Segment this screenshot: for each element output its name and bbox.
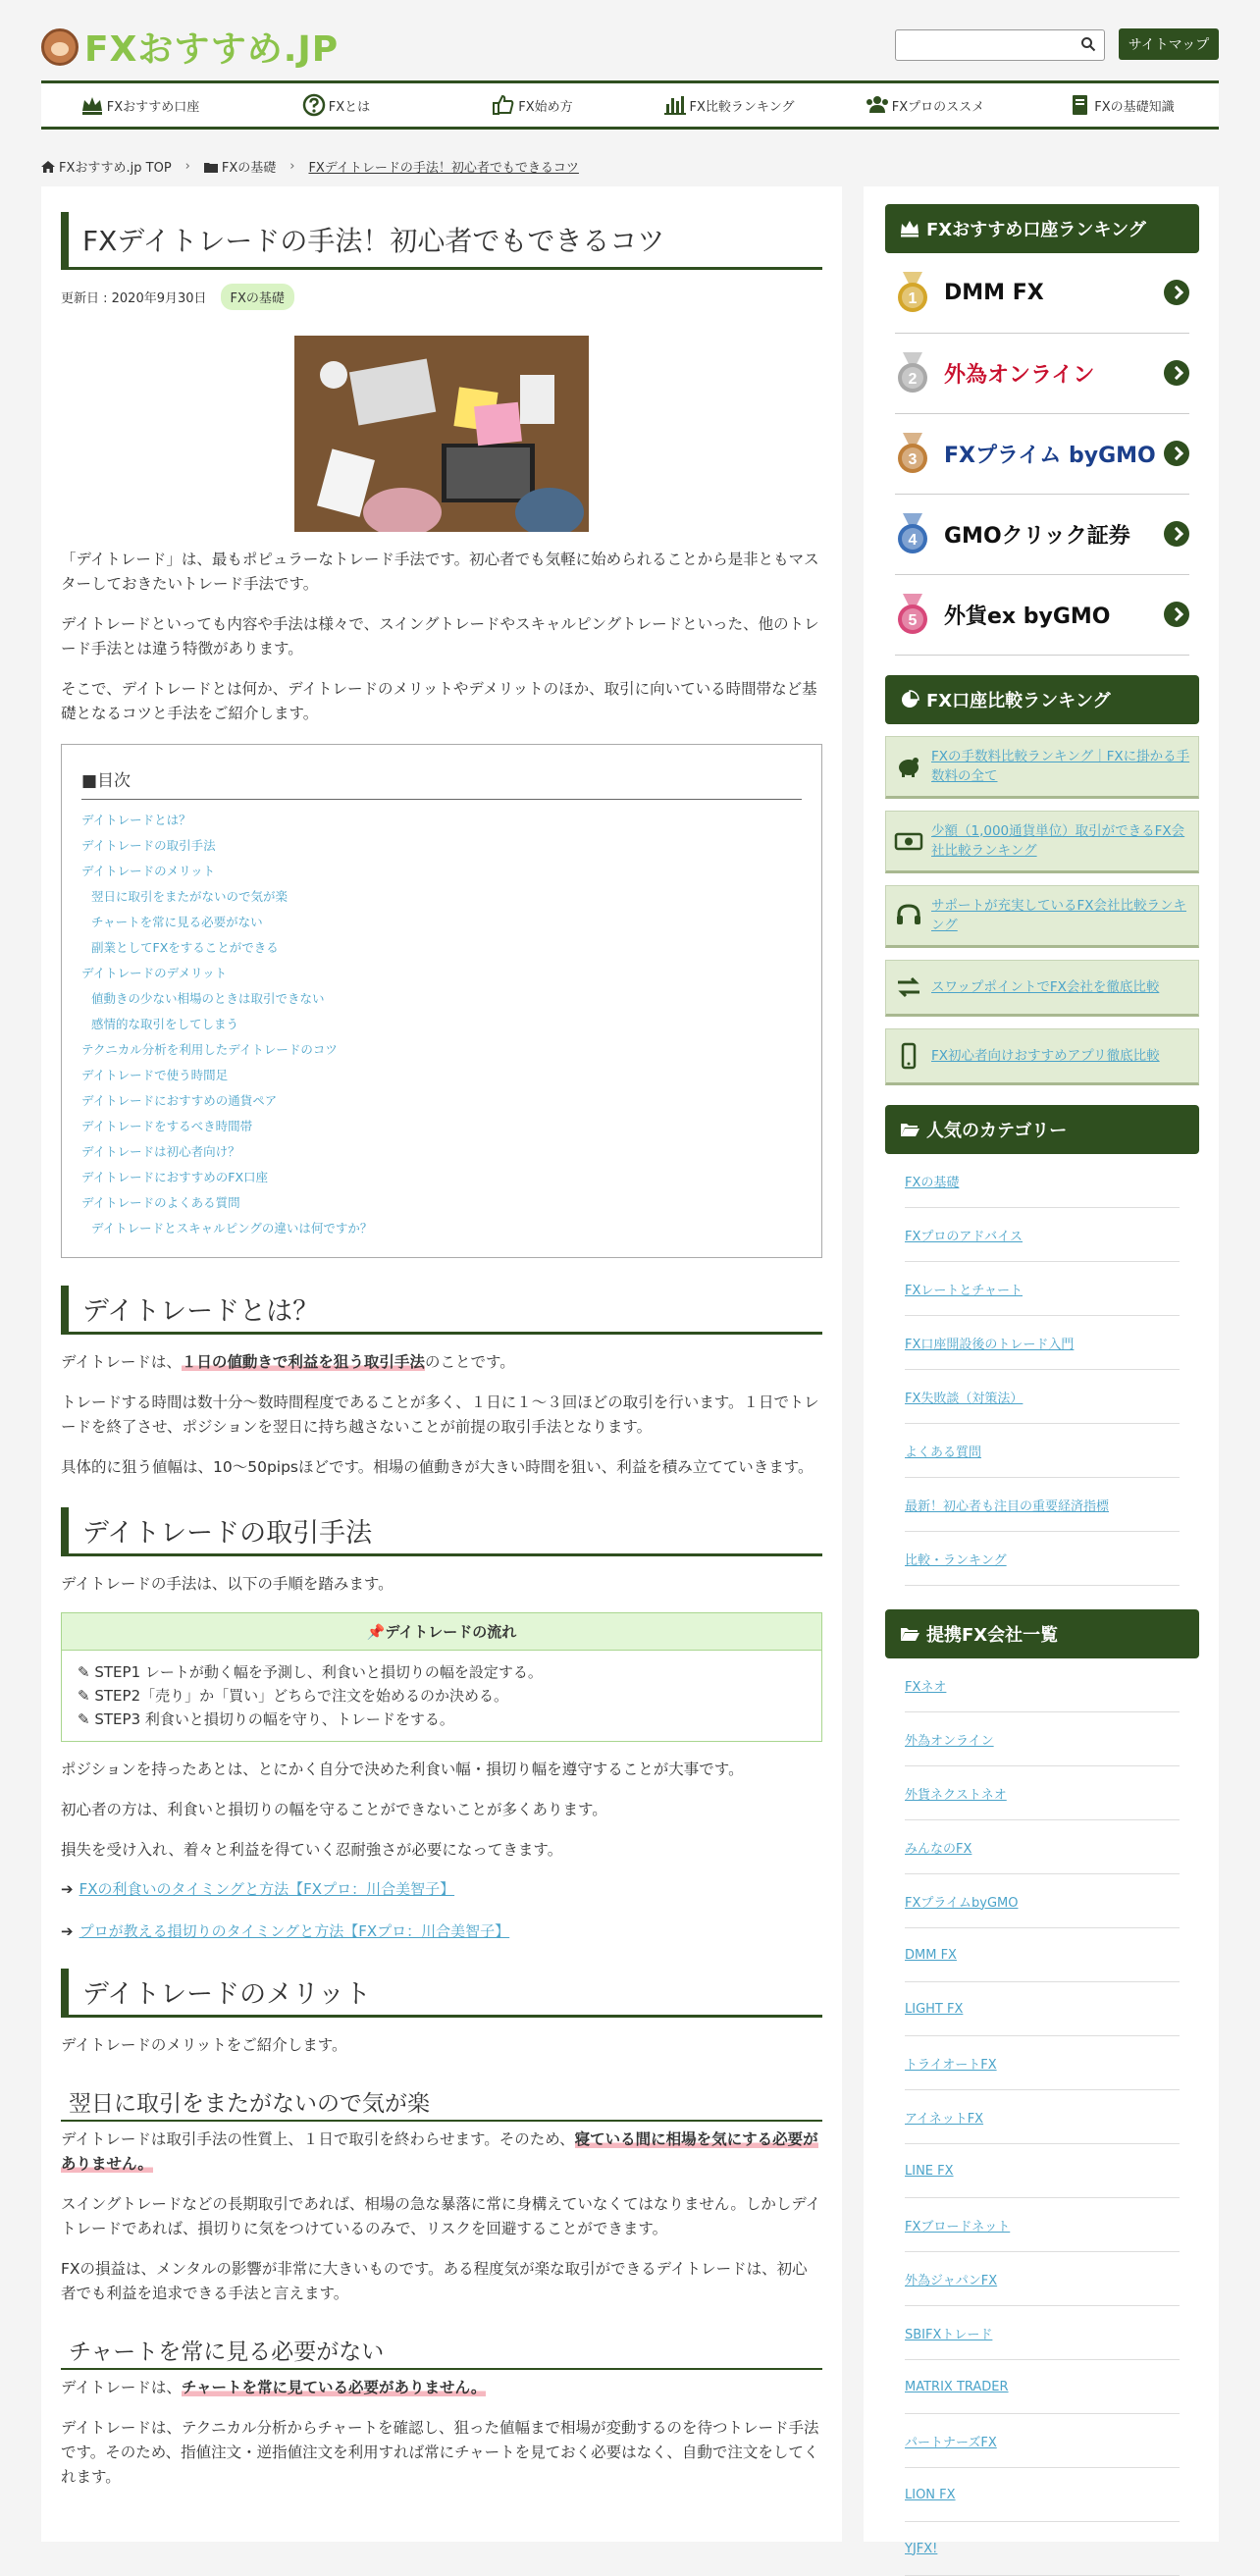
ranking-item[interactable] xyxy=(895,414,1189,495)
compare-item[interactable] xyxy=(885,1028,1199,1085)
toc-item[interactable]: デイトレードのよくある質問 xyxy=(81,1195,240,1210)
partner-link[interactable]: DMM FX xyxy=(905,1928,1180,1982)
partner-link[interactable]: アイネットFX xyxy=(905,2090,1180,2144)
highlight-text: １日の値動きで利益を狙う取引手法 xyxy=(181,1353,425,1371)
nav-label: FXプロのススメ xyxy=(891,99,985,115)
rank-number: 3 xyxy=(908,450,918,468)
breadcrumb xyxy=(41,157,579,176)
nav-item-basics[interactable] xyxy=(1023,83,1219,127)
chevron-right-icon[interactable] xyxy=(1164,280,1189,305)
updated-date: 更新日 : 2020年9月30日 xyxy=(61,291,207,306)
nav-item-what-is-fx[interactable] xyxy=(237,83,434,127)
subsection-heading: チャートを常に見る必要がない xyxy=(61,2332,822,2370)
category-badge[interactable]: FXの基礎 xyxy=(221,284,294,310)
partner-link[interactable]: パートナーズFX xyxy=(905,2414,1180,2468)
rank-number: 2 xyxy=(908,370,918,388)
rank-medal-icon xyxy=(895,352,930,395)
toc-subitem[interactable]: デイトレードとスキャルピングの違いは何ですか？ xyxy=(91,1221,373,1235)
smartphone-icon xyxy=(894,1041,923,1071)
toc-item[interactable]: テクニカル分析を利用したデイトレードのコツ xyxy=(81,1042,338,1057)
sidebar-heading-partners xyxy=(885,1609,1199,1658)
pie-chart-icon xyxy=(899,689,920,710)
category-link[interactable]: 最新！初心者も注目の重要経済指標 xyxy=(905,1478,1180,1532)
rank-medal-icon xyxy=(895,513,930,556)
nav-label: FX始め方 xyxy=(518,99,573,115)
section-heading: デイトレードのメリット xyxy=(61,1969,822,2018)
toc-item[interactable]: デイトレードで使う時間足 xyxy=(81,1068,229,1082)
category-link[interactable]: FX失敗談（対策法） xyxy=(905,1370,1180,1424)
compare-item[interactable] xyxy=(885,885,1199,948)
category-link[interactable]: FXの基礎 xyxy=(905,1154,1180,1208)
paragraph: スイングトレードなどの長期取引であれば、相場の急な暴落に常に身構えていなくてはなりません。しかしデイトレードであれば、損切りに気をつけているのみで、リスクを回避することができます。 xyxy=(61,2195,821,2237)
piggy-bank-icon xyxy=(894,752,923,781)
breadcrumb-current[interactable]: FXデイトレードの手法！初心者でもできるコツ xyxy=(308,161,579,176)
breadcrumb-home[interactable]: FXおすすめ.jp TOP xyxy=(59,161,172,176)
related-link-text[interactable]: FXの利食いのタイミングと方法【FXプロ：川合美智子】 xyxy=(79,1880,455,1898)
partner-link[interactable]: LIGHT FX xyxy=(905,1982,1180,2036)
toc-item[interactable]: デイトレードのメリット xyxy=(81,864,216,878)
rank-number: 5 xyxy=(908,611,918,629)
category-link[interactable]: FXレートとチャート xyxy=(905,1262,1180,1316)
money-icon xyxy=(894,826,923,856)
compare-link[interactable]: スワップポイントでFX会社を徹底比較 xyxy=(931,979,1160,995)
folder-icon xyxy=(204,161,218,173)
nav-label: FXとは xyxy=(328,99,371,115)
flow-steps xyxy=(62,1651,821,1741)
toc-item[interactable]: デイトレードをするべき時間帯 xyxy=(81,1119,253,1133)
compare-item[interactable] xyxy=(885,736,1199,799)
rank-number: 1 xyxy=(908,289,918,307)
swap-icon xyxy=(894,973,923,1002)
pencil-icon: ✎ xyxy=(78,1687,90,1705)
nav-label: FX比較ランキング xyxy=(689,99,795,115)
paragraph xyxy=(61,1350,822,1375)
broker-logo: FXプライム byGMO xyxy=(944,444,1156,468)
partner-link[interactable]: 外為オンライン xyxy=(905,1712,1180,1766)
subsection-heading: 翌日に取引をまたがないので気が楽 xyxy=(61,2083,822,2122)
step-text: STEP1 レートが動く幅を予測し、利食いと損切りの幅を設定する。 xyxy=(94,1663,543,1681)
highlight-text: 寝ている間に相場を気にする必要がありません。 xyxy=(61,2130,818,2173)
toc-item[interactable]: デイトレードは初心者向け？ xyxy=(81,1144,240,1159)
nav-item-pro[interactable] xyxy=(826,83,1023,127)
compare-item[interactable] xyxy=(885,811,1199,873)
category-link[interactable]: よくある質問 xyxy=(905,1424,1180,1478)
table-of-contents xyxy=(61,744,822,1258)
paragraph: デイトレードは、テクニカル分析からチャートを確認し、狙った値幅まで相場が変動するのを待つトレード手法です。そのため、指値注文・逆指値注文を利用すれば常にチャートを見ておく必要はなく、自動で注文をしてくれます。 xyxy=(61,2419,819,2486)
toc-item[interactable]: デイトレードのデメリット xyxy=(81,966,228,980)
flow-title xyxy=(62,1613,821,1651)
compare-link[interactable]: サポートが充実しているFX会社比較ランキング xyxy=(931,898,1187,933)
related-link[interactable] xyxy=(61,1878,822,1899)
category-link[interactable]: FXプロのアドバイス xyxy=(905,1208,1180,1262)
paragraph: FXの損益は、メンタルの影響が非常に大きいものです。ある程度気が楽な取引ができるデイトレードは、初心者でも利益を追求できる手法と言えます。 xyxy=(61,2260,808,2302)
global-nav xyxy=(41,80,1219,130)
rank-medal-icon xyxy=(895,272,930,315)
headset-icon xyxy=(894,901,923,930)
nav-item-recommended[interactable] xyxy=(41,83,237,127)
mascot-icon xyxy=(41,28,79,66)
pin-icon: 📌 xyxy=(366,1623,386,1641)
toc-item[interactable]: デイトレードとは？ xyxy=(81,813,191,827)
section-heading: デイトレードの取引手法 xyxy=(61,1507,822,1556)
compare-link[interactable]: FXの手数料比較ランキング｜FXに掛かる手数料の全て xyxy=(931,749,1190,784)
chevron-right-icon[interactable] xyxy=(1164,602,1189,627)
sidebar-heading-ranking xyxy=(885,204,1199,253)
folder-open-icon xyxy=(899,1623,920,1645)
partner-link[interactable]: LINE FX xyxy=(905,2144,1180,2198)
ranking-item[interactable] xyxy=(895,575,1189,656)
intro-paragraph: デイトレードといっても内容や手法は様々で、スイングトレードやスキャルピングトレードといった、他のトレード手法とは違う特徴があります。 xyxy=(61,615,819,657)
thumbs-up-icon xyxy=(491,92,516,118)
intro-paragraph: 「デイトレード」は、最もポピュラーなトレード手法です。初心者でも気軽に始められることから是非ともマスターしておきたいトレード手法です。 xyxy=(61,551,819,593)
heading-text: FX口座比較ランキング xyxy=(926,691,1111,711)
text: デイトレードは取引手法の性質上、１日で取引を終わらせます。そのため、 xyxy=(61,2130,575,2148)
book-icon xyxy=(1067,92,1092,118)
related-link[interactable] xyxy=(61,1920,822,1941)
paragraph xyxy=(61,2376,822,2400)
step-text: STEP3 利食いと損切りの幅を守り、トレードをする。 xyxy=(94,1710,454,1728)
paragraph: デイトレードのメリットをご紹介します。 xyxy=(61,2036,347,2054)
crown-icon xyxy=(79,92,105,118)
ranking-item[interactable] xyxy=(895,334,1189,414)
chevron-right-icon[interactable] xyxy=(1164,360,1189,386)
category-list xyxy=(885,1154,1199,1586)
paragraph xyxy=(61,2128,822,2177)
crown-icon xyxy=(899,218,920,239)
paragraph: 損失を受け入れ、着々と利益を得ていく忍耐強さが必要になってきます。 xyxy=(61,1841,563,1859)
rank-medal-icon xyxy=(895,594,930,637)
arrow-right-icon: ➔ xyxy=(61,1921,74,1940)
partner-link[interactable]: みんなのFX xyxy=(905,1820,1180,1874)
search-icon[interactable] xyxy=(1080,36,1096,52)
partner-list xyxy=(885,1658,1199,2576)
ranking-item[interactable] xyxy=(895,495,1189,575)
partner-link[interactable]: SBIFXトレード xyxy=(905,2306,1180,2360)
flow-box xyxy=(61,1612,822,1742)
home-icon xyxy=(41,161,55,173)
breadcrumb-category[interactable]: FXの基礎 xyxy=(221,161,277,176)
toc-subitem[interactable]: チャートを常に見る必要がない xyxy=(91,915,263,929)
logo-text: FXおすすめ.JP xyxy=(84,29,340,70)
flow-step xyxy=(78,1660,806,1684)
paragraph: 初心者の方は、利食いと損切りの幅を守ることができないことが多くあります。 xyxy=(61,1801,607,1818)
question-icon xyxy=(301,92,327,118)
intro-paragraph: そこで、デイトレードとは何か、デイトレードのメリットやデメリットのほか、取引に向いている時間帯など基礎となるコツと手法をご紹介します。 xyxy=(61,680,817,722)
rank-number: 4 xyxy=(908,531,918,549)
flow-step xyxy=(78,1708,806,1731)
nav-label: FXおすすめ口座 xyxy=(106,99,200,115)
broker-logo: GMOクリック証券 xyxy=(944,524,1130,549)
toc-subitem[interactable]: 副業としてFXをすることができる xyxy=(91,940,279,955)
page-title: FXデイトレードの手法！初心者でもできるコツ xyxy=(61,212,822,270)
category-link[interactable]: 比較・ランキング xyxy=(905,1532,1180,1586)
category-link[interactable]: FX口座開設後のトレード入門 xyxy=(905,1316,1180,1370)
broker-logo: 外為オンライン xyxy=(944,363,1095,388)
related-link-text[interactable]: プロが教える損切りのタイミングと方法【FXプロ：川合美智子】 xyxy=(79,1922,510,1940)
chevron-right-icon: › xyxy=(289,159,295,174)
step-text: STEP2「売り」か「買い」どちらで注文を始めるのか決める。 xyxy=(94,1687,508,1705)
broker-logo: DMM FX xyxy=(944,281,1044,305)
hero-image xyxy=(294,336,589,532)
site-header xyxy=(0,0,1260,80)
heading-text: 提携FX会社一覧 xyxy=(926,1625,1059,1646)
partner-link[interactable]: 外為ジャパンFX xyxy=(905,2252,1180,2306)
partner-link[interactable]: YJFX! xyxy=(905,2522,1180,2576)
text: デイトレードは、 xyxy=(61,2379,182,2396)
flow-title-text: デイトレードの流れ xyxy=(385,1623,517,1641)
search-input[interactable] xyxy=(895,29,1105,61)
toc-item[interactable]: デイトレードにおすすめの通貨ペア xyxy=(81,1093,278,1108)
partner-link[interactable]: MATRIX TRADER xyxy=(905,2360,1180,2414)
sidebar-heading-category xyxy=(885,1105,1199,1154)
bar-chart-icon xyxy=(662,92,688,118)
pencil-icon: ✎ xyxy=(78,1710,90,1728)
nav-label: FXの基礎知識 xyxy=(1094,99,1175,115)
paragraph: トレードする時間は数十分～数時間程度であることが多く、１日に１～３回ほどの取引を行います。１日でトレードを終了させ、ポジションを翌日に持ち越さないことが前提の取引手法となります。 xyxy=(61,1393,819,1436)
arrow-right-icon: ➔ xyxy=(61,1879,74,1898)
folder-open-icon xyxy=(899,1119,920,1140)
partner-link[interactable]: トライオートFX xyxy=(905,2036,1180,2090)
flow-step xyxy=(78,1684,806,1708)
section-heading: デイトレードとは？ xyxy=(61,1286,822,1335)
toc-subitem[interactable]: 値動きの少ない相場のときは取引できない xyxy=(91,991,325,1006)
broker-logo: 外貨ex byGMO xyxy=(944,605,1111,629)
paragraph: 具体的に狙う値幅は、10～50pipsほどです。相場の値動きが大きい時間を狙い、利益を積み立てていきます。 xyxy=(61,1458,814,1476)
site-logo[interactable] xyxy=(41,22,339,72)
toc-list xyxy=(81,808,802,1241)
ranking-list xyxy=(885,253,1199,656)
toc-item[interactable]: デイトレードの取引手法 xyxy=(81,838,216,853)
chevron-right-icon[interactable] xyxy=(1164,441,1189,466)
partner-link[interactable]: FXブロードネット xyxy=(905,2198,1180,2252)
nav-item-how-to-start[interactable] xyxy=(434,83,630,127)
toc-subitem[interactable]: 翌日に取引をまたがないので気が楽 xyxy=(91,889,289,904)
sidebar-heading-compare xyxy=(885,675,1199,724)
ranking-item[interactable] xyxy=(895,253,1189,334)
text: のことです。 xyxy=(424,1353,515,1371)
heading-text: FXおすすめ口座ランキング xyxy=(926,220,1146,240)
pencil-icon: ✎ xyxy=(78,1663,90,1681)
compare-list xyxy=(885,736,1199,1085)
compare-link[interactable]: 少額（1,000通貨単位）取引ができるFX会社比較ランキング xyxy=(931,823,1185,859)
sidebar xyxy=(864,186,1219,2556)
article xyxy=(41,186,842,2542)
partner-link[interactable]: FXプライムbyGMO xyxy=(905,1874,1180,1928)
article-meta xyxy=(61,284,822,310)
partner-link[interactable]: 外貨ネクストネオ xyxy=(905,1766,1180,1820)
sitemap-button[interactable]: サイトマップ xyxy=(1119,28,1219,60)
paragraph: ポジションを持ったあとは、とにかく自分で決めた利食い幅・損切り幅を遵守することが大事です。 xyxy=(61,1761,744,1778)
toc-title: ■目次 xyxy=(81,766,802,800)
paragraph: デイトレードの手法は、以下の手順を踏みます。 xyxy=(61,1575,394,1593)
chevron-right-icon[interactable] xyxy=(1164,521,1189,547)
partner-link[interactable]: LION FX xyxy=(905,2468,1180,2522)
toc-item[interactable]: デイトレードにおすすめのFX口座 xyxy=(81,1170,269,1184)
highlight-text: チャートを常に見ている必要がありません。 xyxy=(181,2379,487,2396)
heading-text: 人気のカテゴリー xyxy=(926,1121,1068,1141)
users-icon xyxy=(865,92,890,118)
compare-link[interactable]: FX初心者向けおすすめアプリ徹底比較 xyxy=(931,1048,1160,1064)
nav-item-ranking[interactable] xyxy=(630,83,826,127)
text: デイトレードは、 xyxy=(61,1353,182,1371)
toc-subitem[interactable]: 感情的な取引をしてしまう xyxy=(91,1017,239,1031)
partner-link[interactable]: FXネオ xyxy=(905,1658,1180,1712)
rank-medal-icon xyxy=(895,433,930,476)
chevron-right-icon: › xyxy=(184,159,190,174)
compare-item[interactable] xyxy=(885,960,1199,1017)
